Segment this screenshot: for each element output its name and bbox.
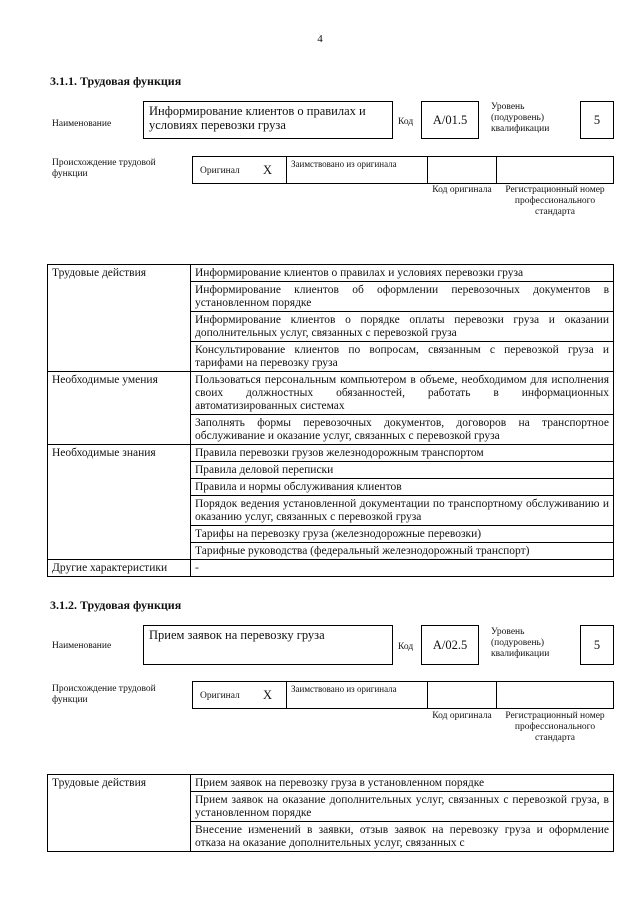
table-row xyxy=(48,265,614,282)
origin-divider xyxy=(496,682,497,708)
code-value: А/02.5 xyxy=(432,638,468,652)
original-mark: X xyxy=(263,163,273,177)
original-mark: X xyxy=(263,688,273,702)
requirement-item: Тарифы на перевозку груза (железнодорожные перевозки) xyxy=(191,526,614,543)
origin-grid xyxy=(192,681,614,709)
code-box xyxy=(421,101,479,139)
requirement-item: Внесение изменений в заявки, отзыв заявок на перевозку груза и оформление отказа на оказание дополнительных услуг, связанных с xyxy=(191,822,614,852)
qualification-level-label: Уровень (подуровень) квалификации xyxy=(491,627,550,659)
origin-divider xyxy=(427,157,428,183)
original-label: Оригинал xyxy=(200,691,240,701)
row-category: Необходимые знания xyxy=(48,445,191,560)
row-category: Необходимые умения xyxy=(48,372,191,445)
qualification-level-label: Уровень (подуровень) квалификации xyxy=(491,102,550,134)
requirement-item: Заполнять формы перевозочных документов, договоров на транспортное обслуживание и оказание услуг, связанных с перевозкой груза xyxy=(191,415,614,445)
section-heading-3-1-2: 3.1.2. Трудовая функция xyxy=(50,598,182,612)
origin-divider xyxy=(286,682,287,708)
origin-label: Происхождение трудовой функции xyxy=(52,158,156,179)
requirement-item: Прием заявок на оказание дополнительных услуг, связанных с перевозкой груза, в установленном порядке xyxy=(191,792,614,822)
function-name-value: Прием заявок на перевозку груза xyxy=(149,628,325,642)
requirement-item: Правила деловой переписки xyxy=(191,462,614,479)
origin-grid xyxy=(192,156,614,184)
original-code-caption: Код оригинала xyxy=(432,185,492,195)
level-value: 5 xyxy=(593,113,601,127)
function-2-table xyxy=(47,774,614,852)
registration-number-caption: Регистрационный номер профессионального стандарта xyxy=(505,711,605,743)
code-value: А/01.5 xyxy=(432,113,468,127)
function-name-value: Информирование клиентов о правилах и условиях перевозки груза xyxy=(149,104,366,132)
registration-number-caption: Регистрационный номер профессионального стандарта xyxy=(505,185,605,217)
requirement-item: Порядок ведения установленной документации по транспортному обслуживанию и оказанию услуг, связанных с перевозкой груза xyxy=(191,496,614,526)
level-value: 5 xyxy=(593,638,601,652)
name-label: Наименование xyxy=(52,119,112,129)
function-name-box xyxy=(143,101,393,139)
name-label: Наименование xyxy=(52,641,112,651)
requirement-item: Правила перевозки грузов железнодорожным транспортом xyxy=(191,445,614,462)
page-number: 4 xyxy=(317,33,323,45)
borrowed-label: Заимствовано из оригинала xyxy=(291,159,397,169)
requirement-item: Правила и нормы обслуживания клиентов xyxy=(191,479,614,496)
row-category: Трудовые действия xyxy=(48,265,191,372)
code-label: Код xyxy=(398,117,414,127)
requirement-item: Консультирование клиентов по вопросам, связанным с перевозкой груза и тарифами на перевозку груза xyxy=(191,342,614,372)
requirement-item: Прием заявок на перевозку груза в установленном порядке xyxy=(191,775,614,792)
requirement-item: Пользоваться персональным компьютером в объеме, необходимом для исполнения своих должностных обязанностей, работать в информационных автоматизированных системах xyxy=(191,372,614,415)
borrowed-label: Заимствовано из оригинала xyxy=(291,684,397,694)
original-code-caption: Код оригинала xyxy=(432,711,492,721)
table-row xyxy=(48,560,614,577)
table-row xyxy=(48,775,614,792)
row-category: Трудовые действия xyxy=(48,775,191,852)
origin-divider xyxy=(286,157,287,183)
origin-label: Происхождение трудовой функции xyxy=(52,684,156,705)
function-1-table xyxy=(47,264,614,577)
code-label: Код xyxy=(398,642,414,652)
requirement-item: Информирование клиентов об оформлении перевозочных документов в установленном порядке xyxy=(191,282,614,312)
requirement-item: Информирование клиентов о порядке оплаты перевозки груза и оказании дополнительных услуг, связанных с перевозкой груза xyxy=(191,312,614,342)
level-box xyxy=(580,625,614,665)
original-label: Оригинал xyxy=(200,166,240,176)
row-category: Другие характеристики xyxy=(48,560,191,577)
level-box xyxy=(580,101,614,139)
table-row xyxy=(48,445,614,462)
table-row xyxy=(48,372,614,415)
requirement-item: - xyxy=(191,560,614,577)
section-heading-3-1-1: 3.1.1. Трудовая функция xyxy=(50,74,182,88)
requirement-item: Тарифные руководства (федеральный железнодорожный транспорт) xyxy=(191,543,614,560)
origin-divider xyxy=(427,682,428,708)
function-name-box xyxy=(143,625,393,665)
requirement-item: Информирование клиентов о правилах и условиях перевозки груза xyxy=(191,265,614,282)
code-box xyxy=(421,625,479,665)
origin-divider xyxy=(496,157,497,183)
